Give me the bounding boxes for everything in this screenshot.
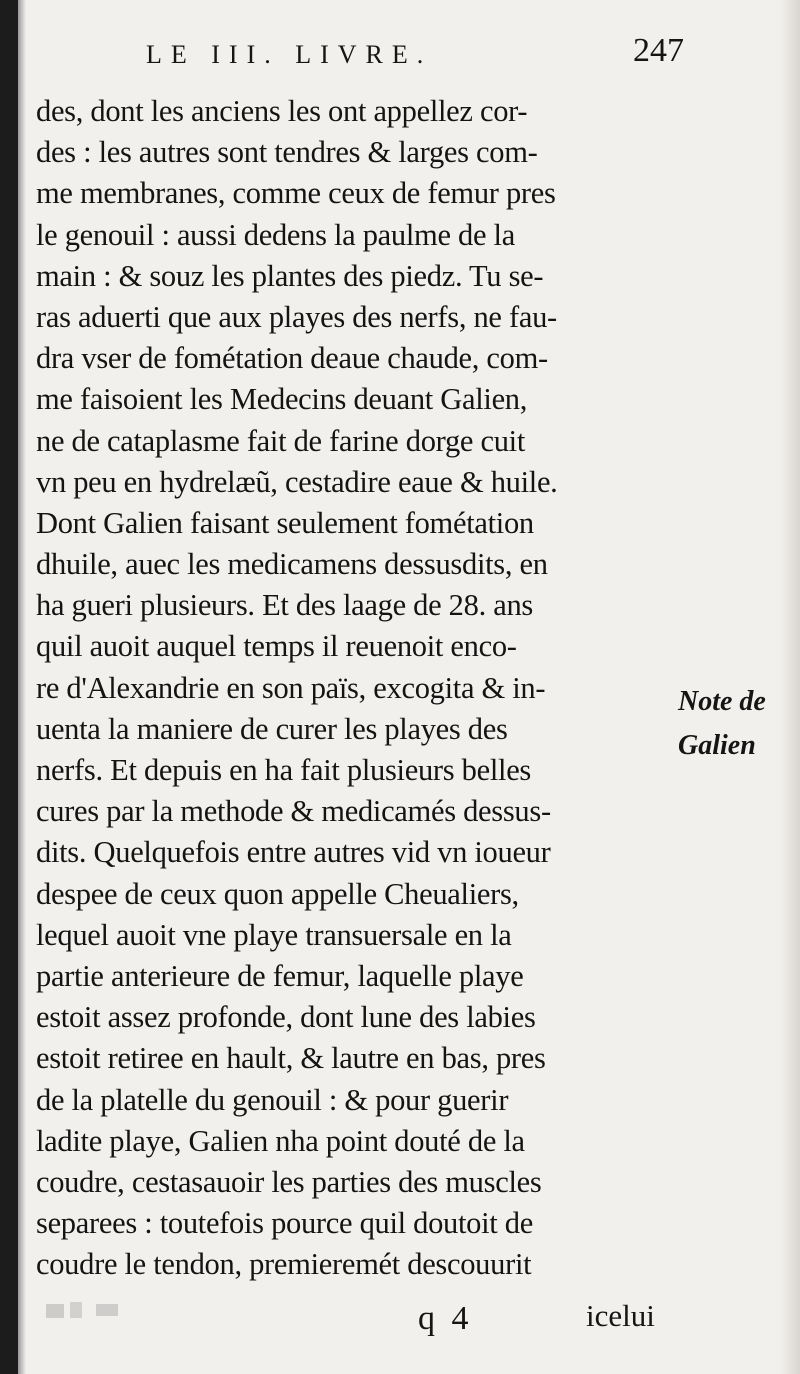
text-line: ladite playe, Galien nha point douté de la [36, 1123, 525, 1158]
text-line: coudre le tendon, premieremét descouurit [36, 1247, 532, 1282]
margin-note [678, 680, 766, 768]
text-line: cures par la methode & medicamés dessus- [36, 794, 551, 829]
text-line: vn peu en hydrelæũ, cestadire eaue & huile. [36, 464, 558, 499]
text-line: me faisoient les Medecins deuant Galien, [36, 382, 528, 417]
show-through-smudge [44, 1298, 124, 1324]
text-line: dra vser de fométation deaue chaude, com- [36, 341, 548, 376]
text-line: le genouil : aussi dedens la paulme de la [36, 217, 515, 252]
text-line: des, dont les anciens les ont appellez cor- [36, 94, 528, 128]
margin-note-line: Note de [678, 686, 766, 717]
text-line: estoit retiree en hault, & lautre en bas, pres [36, 1041, 546, 1076]
text-line: nerfs. Et depuis en ha fait plusieurs belles [36, 753, 531, 787]
text-line: de la platelle du genouil : & pour guerir [36, 1082, 509, 1117]
page-number: 247 [633, 32, 684, 69]
text-line: ras aduerti que aux playes des nerfs, ne fau- [36, 299, 557, 334]
text-line: lequel auoit vne playe transuersale en la [36, 917, 512, 952]
text-line: ha gueri plusieurs. Et des laage de 28. ans [36, 588, 533, 623]
text-line: uenta la maniere de curer les playes des [36, 711, 508, 746]
text-line: partie anterieure de femur, laquelle playe [36, 958, 524, 993]
text-line: separees : toutefois pource quil doutoit de [36, 1206, 533, 1241]
book-page [18, 0, 800, 1374]
text-line: main : & souz les plantes des piedz. Tu se- [36, 258, 544, 293]
body-text-block [36, 91, 666, 1285]
text-line: estoit assez profonde, dont lune des labies [36, 1000, 536, 1035]
text-line: quil auoit auquel temps il reuenoit enco- [36, 629, 517, 664]
page-edge-shadow [780, 0, 800, 1374]
signature-mark: q 4 [418, 1300, 473, 1337]
catchword: icelui [586, 1298, 655, 1333]
text-line: des : les autres sont tendres & larges com- [36, 135, 538, 170]
text-line: dhuile, auec les medicamens dessusdits, en [36, 547, 548, 582]
margin-note-line: Galien [678, 730, 756, 761]
running-head: LE III. LIVRE. [146, 40, 433, 69]
text-line: Dont Galien faisant seulement fométation [36, 505, 534, 540]
text-line: ne de cataplasme fait de farine dorge cuit [36, 423, 525, 458]
text-line: coudre, cestasauoir les parties des muscles [36, 1164, 542, 1199]
text-line: me membranes, comme ceux de femur pres [36, 176, 556, 211]
text-line: dits. Quelquefois entre autres vid vn ioueur [36, 835, 551, 870]
text-line: re d'Alexandrie en son païs, excogita & in- [36, 670, 546, 705]
text-line: despee de ceux quon appelle Cheualiers, [36, 876, 519, 911]
